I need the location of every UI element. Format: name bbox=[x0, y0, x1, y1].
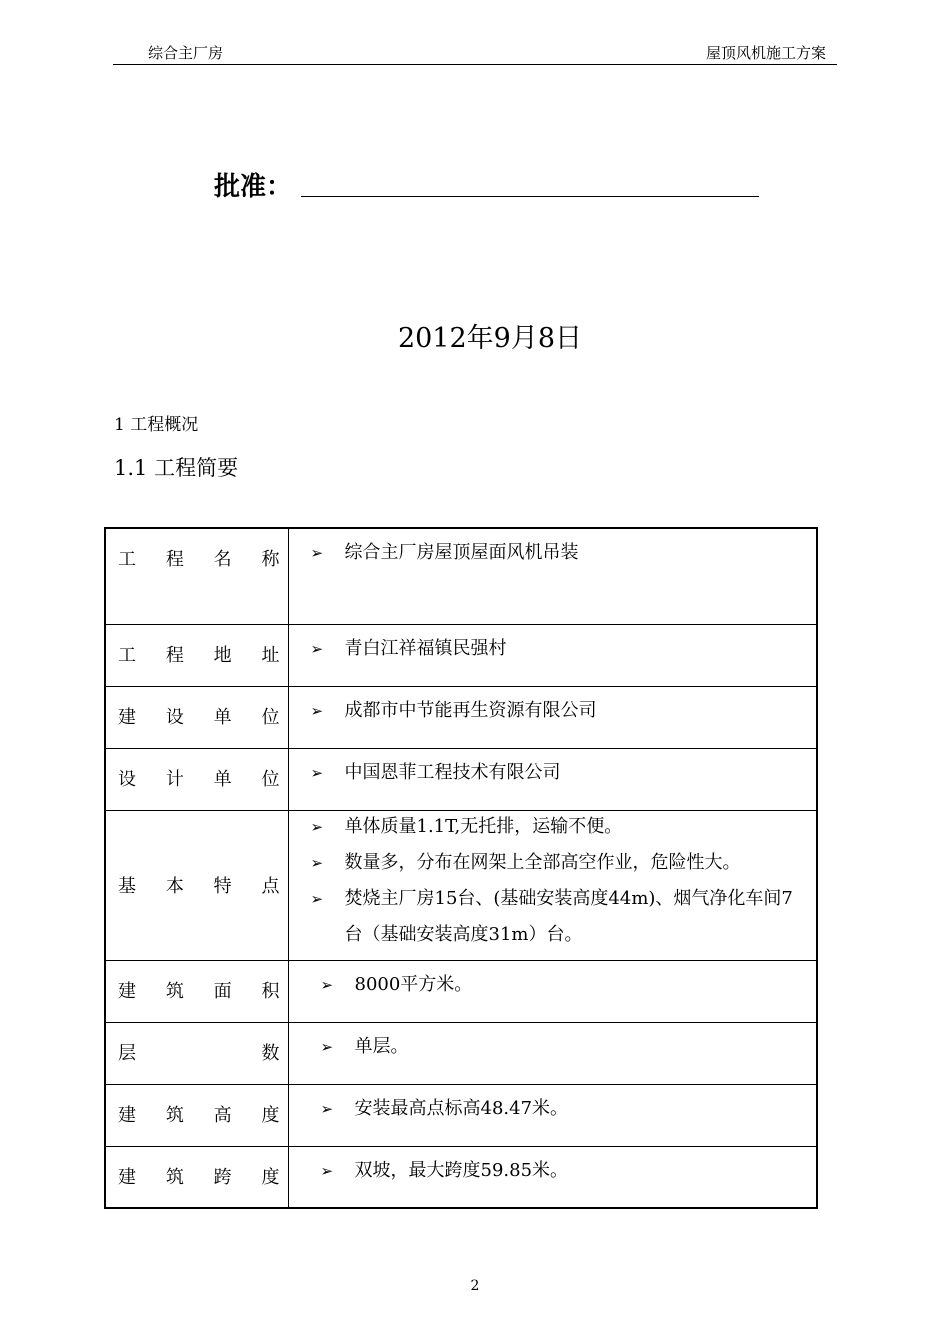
row-value bbox=[288, 1146, 817, 1208]
label-char: 设 bbox=[165, 706, 184, 728]
row-label bbox=[105, 1084, 288, 1146]
label-char: 积 bbox=[261, 980, 280, 1002]
header-right: 屋顶风机施工方案 bbox=[705, 44, 826, 62]
row-label bbox=[105, 1146, 288, 1208]
label-char: 数 bbox=[261, 1042, 280, 1064]
label-char: 工 bbox=[118, 549, 136, 570]
arrow-bullet-icon: ➢ bbox=[320, 975, 334, 994]
label-char: 工 bbox=[118, 644, 136, 666]
row-label bbox=[105, 686, 288, 748]
label-char: 址 bbox=[261, 644, 280, 666]
table-row bbox=[105, 1084, 817, 1146]
row-label bbox=[105, 528, 288, 624]
list-item: ➢ 焚烧主厂房15台、(基础安装高度44m)、烟气净化车间7台（基础安装高度31m）台。 bbox=[311, 881, 811, 953]
label-char: 设 bbox=[118, 768, 136, 790]
list-item: ➢ 数量多，分布在网架上全部高空作业，危险性大。 bbox=[311, 845, 811, 881]
row-value bbox=[288, 810, 817, 960]
list-item: ➢ 中国恩菲工程技术有限公司 bbox=[311, 755, 811, 791]
label-char: 筑 bbox=[165, 980, 184, 1002]
section-heading-1-1: 1.1 工程简要 bbox=[114, 456, 239, 480]
row-label bbox=[105, 748, 288, 810]
row-value bbox=[288, 1084, 817, 1146]
label-char: 基 bbox=[118, 876, 136, 897]
document-date: 2012年9月8日 bbox=[397, 323, 583, 354]
header-rule bbox=[113, 64, 837, 65]
header-left: 综合主厂房 bbox=[148, 44, 224, 62]
list-item: ➢ 综合主厂房屋顶屋面风机吊装 bbox=[311, 535, 811, 571]
section-heading-1: 1 工程概况 bbox=[114, 415, 199, 435]
table-row bbox=[105, 748, 817, 810]
arrow-bullet-icon: ➢ bbox=[310, 889, 324, 908]
label-char: 单 bbox=[213, 706, 232, 728]
arrow-bullet-icon: ➢ bbox=[310, 639, 324, 658]
label-char: 跨 bbox=[213, 1166, 232, 1188]
label-char: 特 bbox=[213, 876, 232, 897]
label-char: 程 bbox=[165, 549, 184, 570]
arrow-bullet-icon: ➢ bbox=[310, 701, 324, 720]
row-value bbox=[288, 748, 817, 810]
list-item: ➢ 成都市中节能再生资源有限公司 bbox=[311, 693, 811, 729]
row-value bbox=[288, 960, 817, 1022]
label-char: 位 bbox=[261, 768, 280, 790]
label-char: 筑 bbox=[165, 1166, 184, 1188]
list-item: ➢ 单层。 bbox=[321, 1029, 811, 1065]
arrow-bullet-icon: ➢ bbox=[310, 763, 324, 782]
table-row bbox=[105, 624, 817, 686]
arrow-bullet-icon: ➢ bbox=[320, 1099, 334, 1118]
label-char: 层 bbox=[118, 1042, 136, 1064]
table-row bbox=[105, 810, 817, 960]
list-item: ➢ 安装最高点标高48.47米。 bbox=[321, 1091, 811, 1127]
label-char: 地 bbox=[213, 644, 232, 666]
label-char: 点 bbox=[261, 876, 280, 897]
table-row bbox=[105, 686, 817, 748]
label-char: 计 bbox=[165, 768, 184, 790]
label-char: 单 bbox=[213, 768, 232, 790]
row-label bbox=[105, 960, 288, 1022]
row-value bbox=[288, 1022, 817, 1084]
arrow-bullet-icon: ➢ bbox=[310, 817, 324, 836]
label-char: 建 bbox=[118, 980, 136, 1002]
table-row bbox=[105, 960, 817, 1022]
label-char: 称 bbox=[261, 549, 280, 570]
approval-signature-line bbox=[301, 196, 759, 197]
row-label bbox=[105, 624, 288, 686]
label-char: 位 bbox=[261, 706, 280, 728]
list-item: ➢ 青白江祥福镇民强村 bbox=[311, 631, 811, 667]
row-value bbox=[288, 624, 817, 686]
label-char: 面 bbox=[213, 980, 232, 1002]
list-item: ➢ 单体质量1.1T,无托排，运输不便。 bbox=[311, 809, 811, 845]
arrow-bullet-icon: ➢ bbox=[320, 1037, 334, 1056]
label-char: 名 bbox=[213, 549, 232, 570]
table-row bbox=[105, 1022, 817, 1084]
table-row bbox=[105, 1146, 817, 1208]
list-item: ➢ 双坡，最大跨度59.85米。 bbox=[321, 1153, 811, 1189]
arrow-bullet-icon: ➢ bbox=[310, 853, 324, 872]
label-char: 建 bbox=[118, 706, 136, 728]
row-label bbox=[105, 810, 288, 960]
arrow-bullet-icon: ➢ bbox=[320, 1161, 334, 1180]
label-char: 建 bbox=[118, 1104, 136, 1126]
label-char: 筑 bbox=[165, 1104, 184, 1126]
row-value bbox=[288, 528, 817, 624]
table-row bbox=[105, 528, 817, 624]
project-info-table bbox=[104, 527, 818, 1209]
approval-label: 批准： bbox=[214, 172, 293, 202]
label-char: 程 bbox=[165, 644, 184, 666]
list-item: ➢ 8000平方米。 bbox=[321, 967, 811, 1003]
label-char: 建 bbox=[118, 1166, 136, 1188]
row-value bbox=[288, 686, 817, 748]
arrow-bullet-icon: ➢ bbox=[310, 544, 324, 562]
page-number: 2 bbox=[470, 1278, 480, 1294]
label-char: 度 bbox=[261, 1166, 280, 1188]
label-char: 本 bbox=[165, 876, 184, 897]
row-label bbox=[105, 1022, 288, 1084]
label-char: 度 bbox=[261, 1104, 280, 1126]
label-char: 高 bbox=[213, 1104, 232, 1126]
